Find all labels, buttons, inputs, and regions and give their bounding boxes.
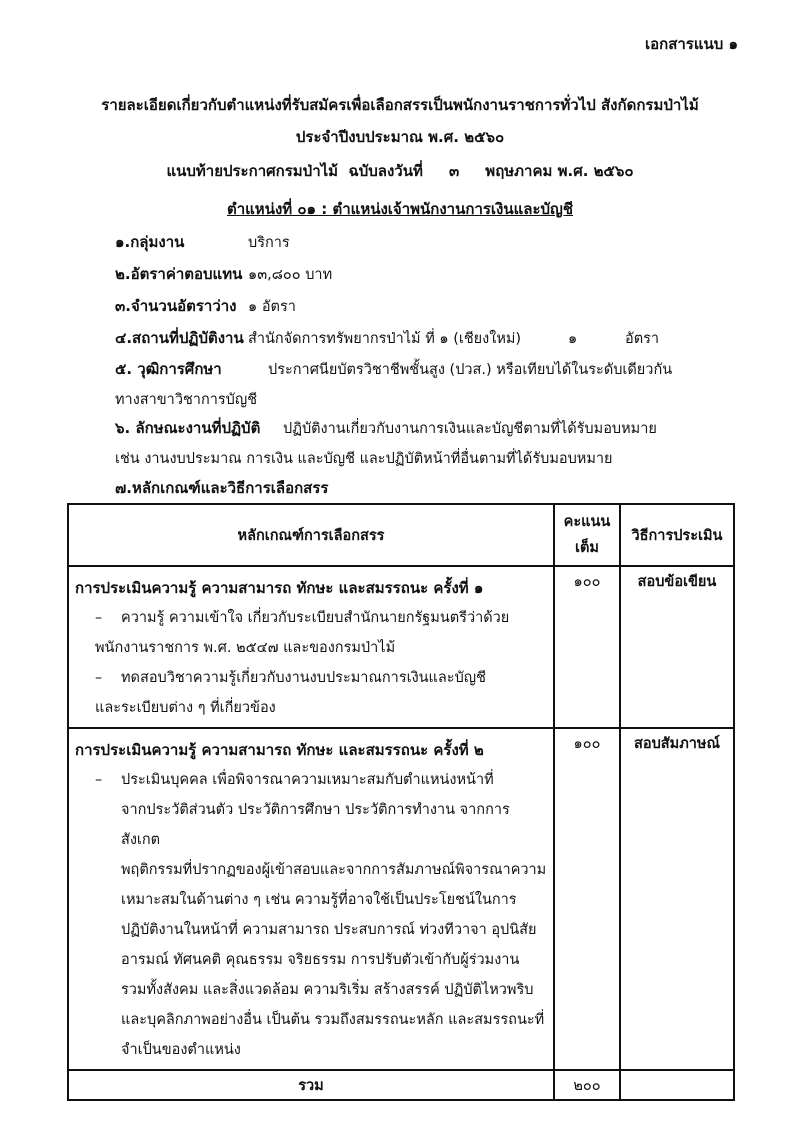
criteria-cell xyxy=(68,728,554,1070)
selection-criteria-table xyxy=(67,503,735,1101)
detail-value-vacancies: ๑ อัตรา xyxy=(248,299,296,315)
criteria-cell xyxy=(68,566,554,728)
total-method xyxy=(620,1070,734,1100)
detail-label-location: ๔.สถานที่ปฏิบัติงาน xyxy=(115,329,244,347)
detail-label-group: ๑.กลุ่มงาน xyxy=(115,233,185,251)
bullet-line: จากประวัติส่วนตัว ประวัติการศึกษา ประวัติการทำงาน จากการสังเกต xyxy=(121,802,510,848)
total-label: รวม xyxy=(68,1070,554,1100)
document-title-line3: แนบท้ายประกาศกรมป่าไม้ ฉบับลงวันที่ ๓ พฤษภาคม พ.ศ. ๒๕๖๐ xyxy=(166,162,634,180)
criteria-title: การประเมินความรู้ ความสามารถ ทักษะ และสมรรถนะ ครั้งที่ ๑ xyxy=(75,579,484,597)
header-criteria: หลักเกณฑ์การเลือกสรร xyxy=(68,504,554,566)
attachment-label: เอกสารแนบ ๑ xyxy=(645,35,739,53)
table-row xyxy=(68,566,734,728)
criteria-bullet xyxy=(75,765,547,1065)
score-cell: ๑๐๐ xyxy=(554,728,620,1070)
criteria-bullet xyxy=(75,663,547,723)
detail-label-duties: ๖. ลักษณะงานที่ปฏิบัติ xyxy=(115,419,261,437)
bullet-line: ประเมินบุคคล เพื่อพิจารณาความเหมาะสมกับตำแหน่งหน้าที่ xyxy=(121,772,494,788)
detail-label-education: ๕. วุฒิการศึกษา xyxy=(115,360,222,378)
bullet-line: อารมณ์ ทัศนคติ คุณธรรม จริยธรรม การปรับตัวเข้ากับผู้ร่วมงาน xyxy=(121,952,520,968)
bullet-line: ความรู้ ความเข้าใจ เกี่ยวกับระเบียบสำนักนายกรัฐมนตรีว่าด้วย xyxy=(121,610,510,626)
method-cell: สอบข้อเขียน xyxy=(620,566,734,728)
detail-value-salary: ๑๓,๘๐๐ บาท xyxy=(248,267,333,283)
method-cell: สอบสัมภาษณ์ xyxy=(620,728,734,1070)
detail-value-education: ประกาศนียบัตรวิชาชีพชั้นสูง (ปวส.) หรือเทียบได้ในระดับเดียวกัน xyxy=(268,362,673,378)
bullet-line: รวมทั้งสังคม และสิ่งแวดล้อม ความริเริ่ม สร้างสรรค์ ปฏิบัติไหวพริบ xyxy=(121,982,534,998)
dash-bullet-icon: – xyxy=(95,772,103,788)
bullet-line: เหมาะสมในด้านต่าง ๆ เช่น ความรู้ที่อาจใช้เป็นประโยชน์ในการ xyxy=(121,892,517,908)
detail-location-count: ๑ xyxy=(568,331,578,347)
bullet-line: ปฏิบัติงานในหน้าที่ ความสามารถ ประสบการณ์ ท่วงทีวาจา อุปนิสัย xyxy=(121,922,537,938)
detail-label-criteria: ๗.หลักเกณฑ์และวิธีการเลือกสรร xyxy=(115,479,329,497)
table-header-row xyxy=(68,504,734,566)
detail-label-salary: ๒.อัตราค่าตอบแทน xyxy=(115,265,243,283)
document-title-line1: รายละเอียดเกี่ยวกับตำแหน่งที่รับสมัครเพื่อเลือกสรรเป็นพนักงานราชการทั่วไป สังกัดกรมป่าไม้ xyxy=(101,96,699,114)
detail-education-continuation: ทางสาขาวิชาการบัญชี xyxy=(115,392,258,408)
score-cell: ๑๐๐ xyxy=(554,566,620,728)
detail-value-group: บริการ xyxy=(248,235,290,251)
detail-label-vacancies: ๓.จำนวนอัตราว่าง xyxy=(115,297,237,315)
bullet-line: และระเบียบต่าง ๆ ที่เกี่ยวข้อง xyxy=(95,700,276,716)
detail-value-location: สำนักจัดการทรัพยากรป่าไม้ ที่ ๑ (เชียงใหม่) xyxy=(248,331,522,347)
detail-value-duties: ปฏิบัติงานเกี่ยวกับงานการเงินและบัญชีตามที่ได้รับมอบหมาย xyxy=(283,421,657,437)
header-score-line1: คะแนน xyxy=(563,514,611,530)
dash-bullet-icon: – xyxy=(95,610,103,626)
bullet-line: และบุคลิกภาพอย่างอื่น เป็นต้น รวมถึงสมรรถนะหลัก และสมรรถนะที่ xyxy=(121,1012,545,1028)
position-heading: ตำแหน่งที่ ๐๑ : ตำแหน่งเจ้าพนักงานการเงินและบัญชี xyxy=(226,200,574,218)
total-score: ๒๐๐ xyxy=(554,1070,620,1100)
bullet-line: พนักงานราชการ พ.ศ. ๒๕๔๗ และของกรมป่าไม้ xyxy=(95,640,396,656)
criteria-bullet xyxy=(75,603,547,663)
table-row xyxy=(68,728,734,1070)
criteria-title: การประเมินความรู้ ความสามารถ ทักษะ และสมรรถนะ ครั้งที่ ๒ xyxy=(75,741,484,759)
header-method: วิธีการประเมิน xyxy=(620,504,734,566)
header-score-line2: เต็ม xyxy=(575,540,599,556)
dash-bullet-icon: – xyxy=(95,670,103,686)
header-score xyxy=(554,504,620,566)
bullet-line: พฤติกรรมที่ปรากฏของผู้เข้าสอบและจากการสัมภาษณ์พิจารณาความ xyxy=(121,862,547,878)
bullet-line: จำเป็นของตำแหน่ง xyxy=(121,1042,241,1058)
detail-duties-continuation: เช่น งานงบประมาณ การเงิน และบัญชี และปฏิบัติหน้าที่อื่นตามที่ได้รับมอบหมาย xyxy=(115,451,613,467)
document-title-line2: ประจำปีงบประมาณ พ.ศ. ๒๕๖๐ xyxy=(295,128,505,146)
total-row xyxy=(68,1070,734,1100)
detail-location-unit: อัตรา xyxy=(625,331,660,347)
bullet-line: ทดสอบวิชาความรู้เกี่ยวกับงานงบประมาณการเงินและบัญชี xyxy=(121,670,486,686)
